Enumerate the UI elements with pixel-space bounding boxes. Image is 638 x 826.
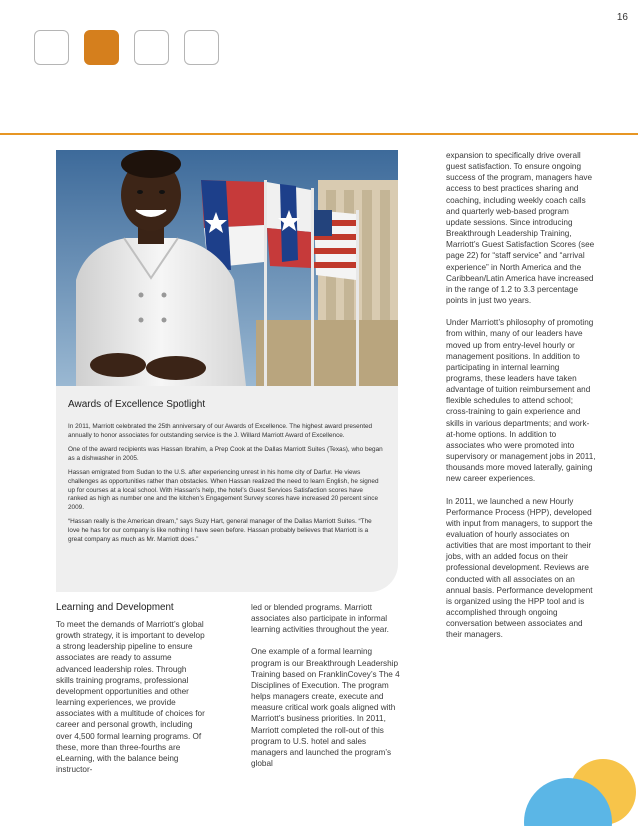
text-column-1 — [56, 602, 206, 786]
text-column-3 — [446, 150, 596, 652]
body-paragraph: In 2011, we launched a new Hourly Performance Process (HPP), developed with input from managers, to support the evaluation of hourly associates on activities that are most important to their jobs, with an added focus on their professional development. Reviews are conducted with all associates on an annual basis. Performance development is organized using the HPP tool and is accomplished through ongoing conversation between associates and their managers. — [446, 496, 593, 640]
section-tab-2-active[interactable] — [84, 30, 119, 65]
yellow-circle — [570, 759, 636, 825]
section-tab-4[interactable] — [184, 30, 219, 65]
page-number: 16 — [616, 12, 628, 23]
body-paragraph: One example of a formal learning program is our Breakthrough Leadership Training based on FranklinCovey’s The 4 Disciplines of Execution. The program helps managers create, execute and measure critical work goals aligned with Marriott’s business priorities. In 2011, Marriott completed the roll-out of this program to U.S. hotel and sales managers and launched the program’s global — [251, 647, 400, 769]
body-paragraph: To meet the demands of Marriott’s global growth strategy, it is important to develop a strong leadership pipeline to ensure associates are ready to assume advanced leadership roles. Through skills training programs, professional development opportunities and other learning experiences, we provide associates with a multitude of choices for career and personal growth, including over 4,500 formal learning programs. Of these, more than three-fourths are eLearning, with the balance being instructor- — [56, 620, 205, 775]
section-tab-3[interactable] — [134, 30, 169, 65]
spotlight-paragraph: One of the award recipients was Hassan Ibrahim, a Prep Cook at the Dallas Marriott Suites (Texas), who began as a dishwasher in 2005. — [68, 446, 383, 462]
section-heading: Learning and Development — [56, 602, 174, 613]
text-column-2 — [251, 602, 403, 780]
body-paragraph: expansion to specifically drive overall guest satisfaction. To ensure ongoing success of the program, managers have access to best practices sharing and coaching, including weekly coach calls and quarterly web-based program update sessions. Since introducing Breakthrough Leadership Training, Marriott’s Guest Satisfaction Scores (see page 22) for “staff service” and “arrival experience” in North America and the Caribbean/Latin America have increased in the range of 1.2 to 3.3 percentage points in just two years. — [446, 151, 595, 306]
spotlight-paragraph: “Hassan really is the American dream,” says Suzy Hart, general manager of the Dallas Marriott Suites. “The love he has for our company is like nothing I have seen before. Hassan probably believes that Marriott is a great company as much as Mr. Marriott does.” — [68, 518, 372, 543]
awards-spotlight-panel — [56, 386, 398, 592]
header-rule — [0, 133, 638, 135]
spotlight-title: Awards of Excellence Spotlight — [68, 399, 206, 410]
spotlight-paragraph: Hassan emigrated from Sudan to the U.S. after experiencing unrest in his home city of Darfur. He views challenges as opportunities rather than obstacles. When Hassan realized the need to learn English, he signed up for courses at a local school. With Hassan’s help, the hotel’s Guest Services Satisfaction scores have ranked as high as number one and the kitchen’s Engagement Survey scores have increased 20 percent since 2009. — [68, 469, 379, 511]
body-paragraph: led or blended programs. Marriott associates also participate in informal learning activities throughout the year. — [251, 603, 389, 635]
spotlight-paragraph: In 2011, Marriott celebrated the 25th anniversary of our Awards of Excellence. The highest award presented annually to honor associates for outstanding service is the J. Willard Marriott Award of Excellence. — [68, 423, 373, 439]
chef-with-flags-photo — [56, 150, 398, 386]
blue-circle — [524, 778, 612, 826]
section-tab-1[interactable] — [34, 30, 69, 65]
body-paragraph: Under Marriott’s philosophy of promoting from within, many of our leaders have moved up from entry-level hourly or management positions. In addition to participating in internal learning programs, these leaders have taken advantage of tuition reimbursement and flexible schedules to attend school; cross-training to gain experience and skills in various departments; and work-at-home options. In addition to associates who were promoted into supervisory or management jobs in 2011, thousands more moved laterally, gaining new career experiences. — [446, 318, 596, 484]
